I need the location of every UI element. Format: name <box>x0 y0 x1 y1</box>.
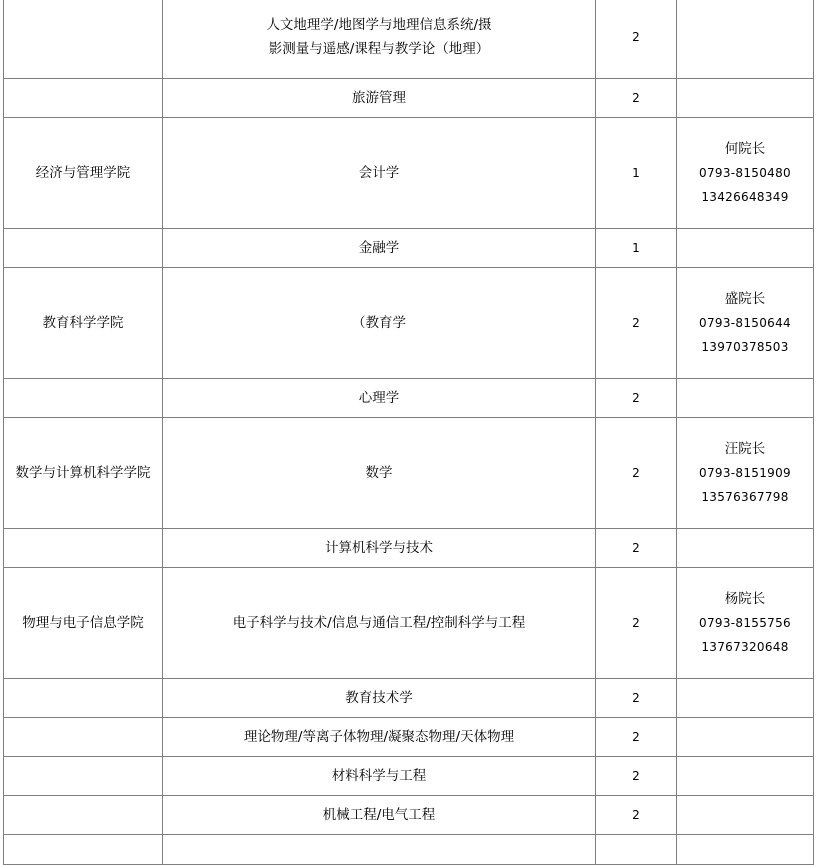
contact-cell <box>677 835 814 865</box>
college-cell: 物理与电子信息学院 <box>4 568 163 679</box>
contact-cell <box>677 118 814 229</box>
college-cell <box>4 757 163 796</box>
table-row <box>4 0 814 79</box>
college-cell <box>4 229 163 268</box>
contact-cell <box>677 568 814 679</box>
contact-phone: 0793-8155756 <box>699 616 791 630</box>
table-row <box>4 568 814 679</box>
count-cell: 2 <box>596 268 677 379</box>
count-cell: 1 <box>596 118 677 229</box>
contact-cell <box>677 79 814 118</box>
college-cell: 数学与计算机科学学院 <box>4 418 163 529</box>
table-row <box>4 268 814 379</box>
count-cell: 2 <box>596 79 677 118</box>
count-cell: 2 <box>596 379 677 418</box>
contact-name: 汪院长 <box>724 441 766 457</box>
table-row <box>4 679 814 718</box>
contact-mobile: 13426648349 <box>701 190 789 204</box>
college-cell <box>4 79 163 118</box>
contact-cell <box>677 529 814 568</box>
major-cell: 旅游管理 <box>163 79 596 118</box>
major-cell: 机械工程/电气工程 <box>163 796 596 835</box>
count-cell: 2 <box>596 0 677 79</box>
count-cell: 1 <box>596 229 677 268</box>
count-cell: 2 <box>596 568 677 679</box>
contact-phone: 0793-8151909 <box>699 466 791 480</box>
table-row <box>4 718 814 757</box>
contact-name: 盛院长 <box>724 291 766 307</box>
recruitment-table <box>3 0 814 865</box>
major-cell: （教育学 <box>163 268 596 379</box>
major-cell: 心理学 <box>163 379 596 418</box>
contact-cell <box>677 796 814 835</box>
contact-cell <box>677 679 814 718</box>
table-row <box>4 418 814 529</box>
count-cell: 2 <box>596 796 677 835</box>
contact-cell <box>677 718 814 757</box>
college-cell <box>4 679 163 718</box>
count-cell: 2 <box>596 718 677 757</box>
table-row <box>4 757 814 796</box>
major-cell: 电子科学与技术/信息与通信工程/控制科学与工程 <box>163 568 596 679</box>
contact-mobile: 13767320648 <box>701 640 789 654</box>
table-row <box>4 796 814 835</box>
contact-name: 杨院长 <box>724 591 766 607</box>
major-cell: 会计学 <box>163 118 596 229</box>
contact-mobile: 13576367798 <box>701 490 789 504</box>
contact-mobile: 13970378503 <box>701 340 789 354</box>
table-row <box>4 379 814 418</box>
major-cell: 人文地理学/地图学与地理信息系统/摄影测量与遥感/课程与教学论（地理） <box>163 0 596 79</box>
contact-name: 何院长 <box>724 141 766 157</box>
contact-cell <box>677 268 814 379</box>
contact-phone: 0793-8150480 <box>699 166 791 180</box>
contact-cell <box>677 229 814 268</box>
count-cell: 2 <box>596 679 677 718</box>
major-cell: 教育技术学 <box>163 679 596 718</box>
count-cell: 2 <box>596 418 677 529</box>
table-row <box>4 835 814 865</box>
college-cell: 教育科学学院 <box>4 268 163 379</box>
major-cell: 金融学 <box>163 229 596 268</box>
table-row <box>4 79 814 118</box>
contact-cell <box>677 379 814 418</box>
college-cell: 经济与管理学院 <box>4 118 163 229</box>
table-row <box>4 118 814 229</box>
contact-cell <box>677 418 814 529</box>
college-cell <box>4 529 163 568</box>
table-row <box>4 229 814 268</box>
contact-phone: 0793-8150644 <box>699 316 791 330</box>
count-cell: 2 <box>596 529 677 568</box>
major-cell <box>163 835 596 865</box>
college-cell <box>4 796 163 835</box>
college-cell <box>4 718 163 757</box>
major-cell: 计算机科学与技术 <box>163 529 596 568</box>
count-cell: 2 <box>596 757 677 796</box>
contact-cell <box>677 0 814 79</box>
contact-cell <box>677 757 814 796</box>
college-cell <box>4 379 163 418</box>
count-cell <box>596 835 677 865</box>
major-cell: 理论物理/等离子体物理/凝聚态物理/天体物理 <box>163 718 596 757</box>
major-cell: 材料科学与工程 <box>163 757 596 796</box>
major-cell: 数学 <box>163 418 596 529</box>
table-row <box>4 529 814 568</box>
college-cell <box>4 835 163 865</box>
college-cell <box>4 0 163 79</box>
